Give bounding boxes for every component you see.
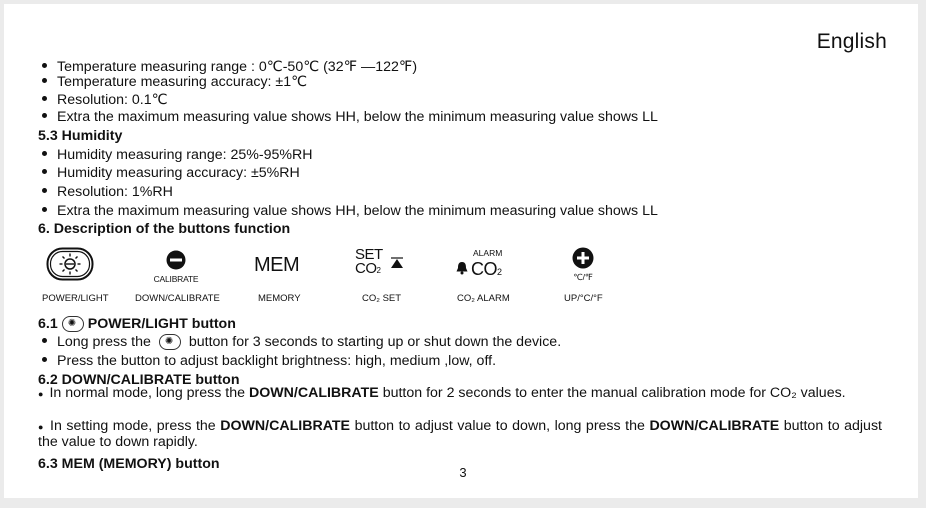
bell-icon	[455, 261, 469, 275]
button-label: DOWN/CALIBRATE	[135, 293, 220, 304]
list-item: Extra the maximum measuring value shows HH, below the minimum measuring value shows LL	[38, 202, 658, 220]
button-label: UP/°C/°F	[564, 293, 603, 304]
minus-circle-icon	[166, 250, 186, 270]
section-heading: 6.1✺ POWER/LIGHT button	[38, 315, 236, 333]
plus-circle-icon	[572, 247, 594, 269]
section-heading: 6.2 DOWN/CALIBRATE button	[38, 372, 240, 388]
unit-caption: ℃/℉	[573, 272, 593, 282]
section-heading: 6. Description of the buttons function	[38, 221, 291, 237]
section-heading: 6.3 MEM (MEMORY) button	[38, 456, 220, 472]
alarm-text: ALARM	[473, 248, 503, 258]
co2-alarm-button	[455, 248, 513, 280]
button-label: CO₂ SET	[362, 293, 402, 304]
page-number: 3	[459, 465, 467, 480]
list-item: Press the button to adjust backlight brightness: high, medium ,low, off.	[38, 352, 496, 370]
calibrate-caption: CALIBRATE	[153, 274, 199, 284]
list-item: Resolution: 1%RH	[38, 183, 173, 201]
button-label: MEMORY	[258, 293, 301, 304]
power-light-icon	[46, 247, 94, 281]
list-item: Temperature measuring accuracy: ±1℃	[38, 73, 307, 91]
list-item: Resolution: 0.1℃	[38, 91, 168, 109]
language-label: English	[816, 30, 887, 53]
power-light-icon	[159, 334, 181, 350]
co2-text: CO2	[355, 260, 381, 277]
paragraph: ● In normal mode, long press the DOWN/CALIBRATE button for 2 seconds to enter the manual calibration mode for CO₂ values.	[38, 385, 846, 401]
list-item: Temperature measuring range : 0℃-50℃ (32℉ —122℉)	[38, 58, 417, 76]
button-label: CO₂ ALARM	[457, 293, 510, 304]
co2-text: CO2	[471, 259, 502, 279]
co2-set-button	[355, 248, 407, 280]
button-label: POWER/LIGHT	[42, 293, 109, 304]
list-item: Long press the✺ button for 3 seconds to starting up or shut down the device.	[38, 333, 561, 351]
set-text: SET	[355, 246, 383, 263]
power-light-icon	[62, 316, 84, 332]
section-heading: 5.3 Humidity	[38, 128, 123, 144]
memory-button: MEM	[254, 254, 300, 276]
up-triangle-icon	[391, 257, 403, 269]
up-unit-button	[572, 247, 594, 269]
down-calibrate-button	[166, 250, 186, 270]
list-item: Extra the maximum measuring value shows HH, below the minimum measuring value shows LL	[38, 108, 658, 126]
list-item: Humidity measuring range: 25%-95%RH	[38, 146, 313, 164]
paragraph: ● In setting mode, press the DOWN/CALIBRATE button to adjust value to down, long press the DOWN/CALIBRATE button to adjust the value to down rapidly.	[38, 418, 882, 450]
list-item: Humidity measuring accuracy: ±5%RH	[38, 164, 300, 182]
power-light-button	[46, 247, 94, 281]
